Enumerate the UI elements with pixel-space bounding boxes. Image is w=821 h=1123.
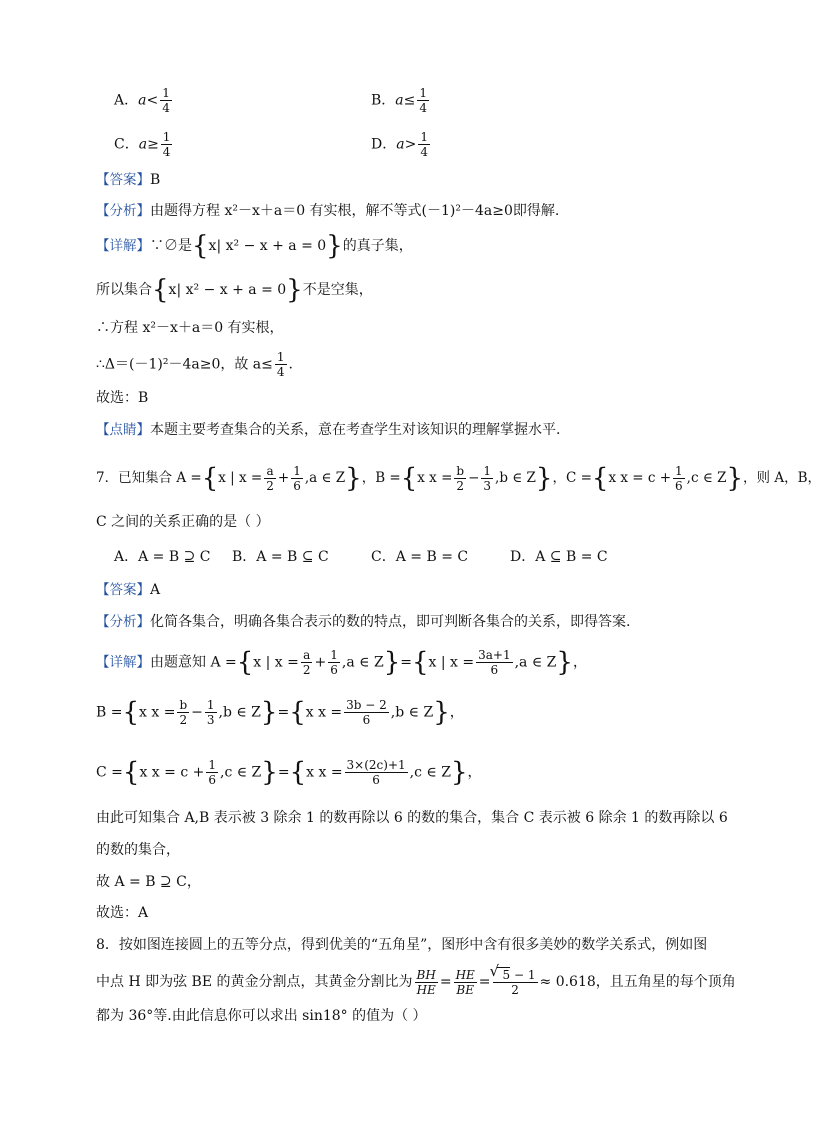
q7-analysis: 【分析】化简各集合，明确各集合表示的数的特点，即可判断各集合的关系，即得答案.	[96, 614, 631, 630]
q7-stem: 7．已知集合 A ={x | x = $\frac{a}{2}$ + $\frac{1}{6}$ ,a ∈ Z}，B ={x x = $\frac{b}{2}$ − $\frac{1}{3}$ ,b ∈ Z}，C ={x x = c + $\frac{1}{6}$ ,c ∈ Z}，则 A，B，	[96, 463, 821, 494]
q6-detail-4: ∴Δ＝(－1)²－4a≥0，故 a≤ $\frac{1}{4}$ .	[96, 350, 293, 379]
q6-detail-3: ∴方程 x²－x＋a＝0 有实根，	[96, 320, 284, 336]
q6-detail-2: 所以集合{x| x² − x + a = 0}不是空集，	[96, 275, 373, 305]
q7-conclusion-3: 故 A = B ⊇ C，	[96, 874, 201, 890]
q7-stem-2: C 之间的关系正确的是（ ）	[96, 514, 270, 530]
q7-option-b: B．A = B ⊆ C	[232, 549, 329, 565]
q8-line-2: 中点 H 即为弦 BE 的黄金分割点，其黄金分割比为 $\frac{BH}{HE}$ = $\frac{HE}{BE}$ = √ $\frac{5 - 1}{2}$ ≈ 0.618，且五角星的每个顶角	[96, 967, 736, 997]
q7-option-c: C．A = B = C	[371, 549, 469, 565]
q7-option-d: D．A ⊆ B = C	[510, 549, 608, 565]
q6-detail-1: 【详解】∵∅是{x| x² − x + a = 0}的真子集，	[96, 231, 413, 261]
q7-choose: 故选：A	[96, 905, 149, 921]
q8-line-3: 都为 36°等.由此信息你可以求出 sin18° 的值为（ ）	[96, 1008, 427, 1024]
q6-comment: 【点睛】本题主要考查集合的关系，意在考查学生对该知识的理解掌握水平.	[96, 422, 561, 438]
q6-choose: 故选：B	[96, 390, 149, 406]
q7-option-a: A．A = B ⊇ C	[114, 549, 211, 565]
q7-answer: 【答案】A	[96, 582, 161, 598]
q6-option-b: B．a≤ $\frac{1}{4}$	[371, 86, 428, 115]
q7-conclusion-2: 的数的集合，	[96, 842, 180, 858]
q6-option-c: C．a≥ $\frac{1}{4}$	[114, 130, 171, 159]
q6-analysis: 【分析】由题得方程 x²－x＋a＝0 有实根，解不等式(－1)²－4a≥0即得解.	[96, 203, 560, 219]
q6-answer: 【答案】B	[96, 172, 161, 188]
q6-option-a: A．a< $\frac{1}{4}$	[114, 86, 170, 115]
q7-detail-3: C ={x x = c + $\frac{1}{6}$ ,c ∈ Z}={x x = $\frac{3\times(2c)+1}{6}$ ,c ∈ Z}，	[96, 757, 482, 788]
q7-detail-2: B ={x x = $\frac{b}{2}$ − $\frac{1}{3}$ ,b ∈ Z}={x x = $\frac{3b - 2}{6}$ ,b ∈ Z}，	[96, 697, 464, 728]
q6-option-d: D．a> $\frac{1}{4}$	[371, 130, 428, 159]
q7-conclusion-1: 由此可知集合 A,B 表示被 3 除余 1 的数再除以 6 的数的集合，集合 C 表示被 6 除余 1 的数再除以 6	[96, 810, 728, 826]
q7-detail-1: 【详解】由题意知 A ={x | x = $\frac{a}{2}$ + $\frac{1}{6}$ ,a ∈ Z}={x | x = $\frac{3a+1}{6}$ ,a ∈ Z}，	[96, 647, 587, 678]
q8-line-1: 8．按如图连接圆上的五等分点，得到优美的“五角星”，图形中含有很多美妙的数学关系式，例如图	[96, 937, 708, 953]
